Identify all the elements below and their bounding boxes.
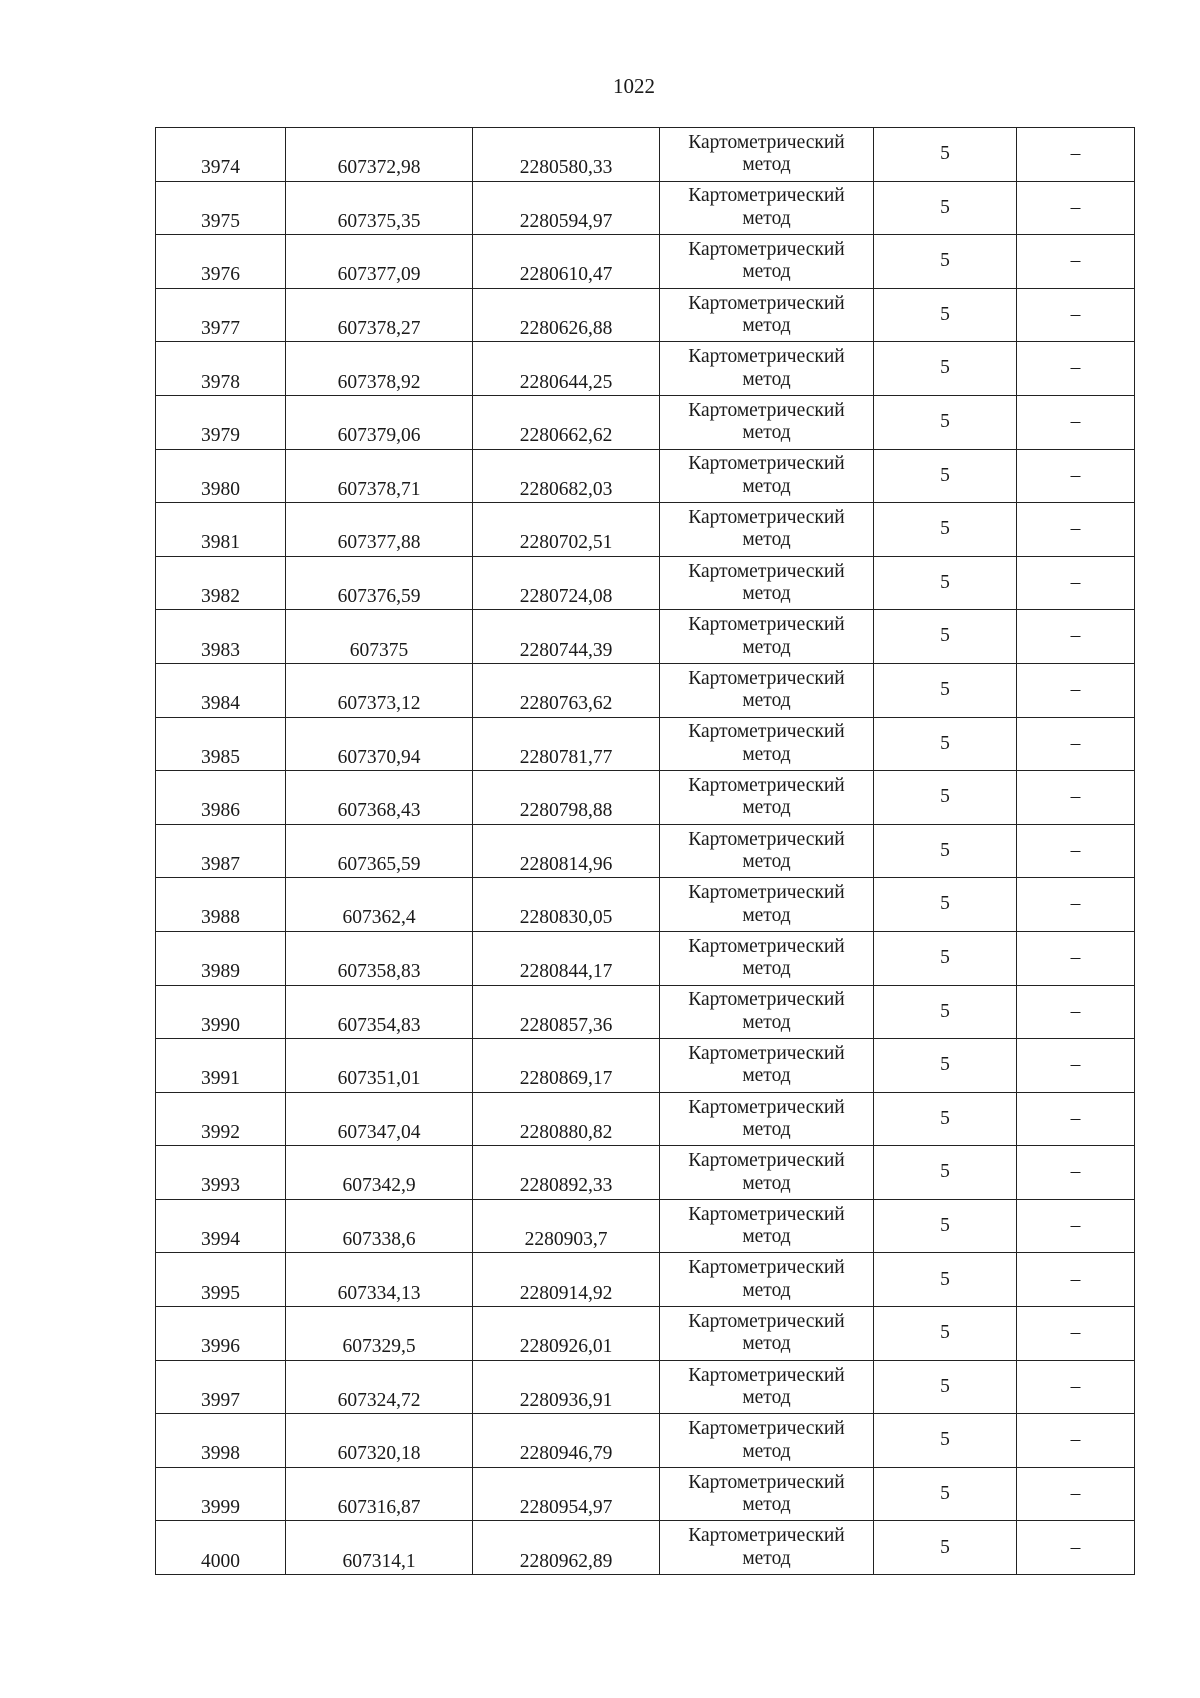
x-coordinate-cell: 607338,6 [286, 1199, 473, 1253]
y-coordinate-cell: 2280702,51 [473, 503, 660, 557]
method-cell [660, 449, 874, 503]
table-row [156, 610, 1135, 664]
method-line-1: Картометрический [688, 667, 845, 689]
x-coordinate-cell: 607368,43 [286, 771, 473, 825]
method-line-2: метод [742, 1011, 791, 1033]
method-cell [660, 1467, 874, 1521]
method-line-2: метод [742, 636, 791, 658]
method-cell [660, 235, 874, 289]
method-line-1: Картометрический [688, 935, 845, 957]
accuracy-cell: 5 [874, 931, 1017, 985]
point-number-cell: 3974 [156, 128, 286, 182]
method-line-2: метод [742, 1440, 791, 1462]
point-number-cell: 3999 [156, 1467, 286, 1521]
accuracy-cell: 5 [874, 878, 1017, 932]
note-cell: – [1017, 342, 1135, 396]
point-number-cell: 3989 [156, 931, 286, 985]
method-cell [660, 771, 874, 825]
y-coordinate-cell: 2280781,77 [473, 717, 660, 771]
note-cell: – [1017, 931, 1135, 985]
note-cell: – [1017, 1092, 1135, 1146]
method-line-1: Картометрический [688, 1257, 845, 1279]
method-line-1: Картометрический [688, 399, 845, 421]
table-row [156, 1467, 1135, 1521]
method-cell [660, 1414, 874, 1468]
note-cell: – [1017, 878, 1135, 932]
point-number-cell: 3975 [156, 181, 286, 235]
x-coordinate-cell: 607354,83 [286, 985, 473, 1039]
note-cell: – [1017, 824, 1135, 878]
x-coordinate-cell: 607370,94 [286, 717, 473, 771]
method-line-2: метод [742, 690, 791, 712]
x-coordinate-cell: 607316,87 [286, 1467, 473, 1521]
note-cell: – [1017, 235, 1135, 289]
method-line-1: Картометрический [688, 828, 845, 850]
note-cell: – [1017, 1307, 1135, 1361]
point-number-cell: 3984 [156, 663, 286, 717]
accuracy-cell: 5 [874, 1146, 1017, 1200]
method-line-2: метод [742, 1386, 791, 1408]
point-number-cell: 3982 [156, 556, 286, 610]
method-line-2: метод [742, 422, 791, 444]
method-cell [660, 1253, 874, 1307]
note-cell: – [1017, 1253, 1135, 1307]
method-line-2: метод [742, 1118, 791, 1140]
method-line-1: Картометрический [688, 721, 845, 743]
method-cell [660, 1307, 874, 1361]
accuracy-cell: 5 [874, 1307, 1017, 1361]
note-cell: – [1017, 503, 1135, 557]
table-row [156, 1039, 1135, 1093]
method-line-1: Картометрический [688, 292, 845, 314]
method-line-2: метод [742, 904, 791, 926]
point-number-cell: 3993 [156, 1146, 286, 1200]
method-line-2: метод [742, 1333, 791, 1355]
y-coordinate-cell: 2280662,62 [473, 395, 660, 449]
point-number-cell: 3979 [156, 395, 286, 449]
accuracy-cell: 5 [874, 449, 1017, 503]
coordinates-table-body [156, 128, 1135, 1575]
point-number-cell: 3986 [156, 771, 286, 825]
method-line-1: Картометрический [688, 185, 845, 207]
method-line-1: Картометрический [688, 1418, 845, 1440]
table-row [156, 663, 1135, 717]
point-number-cell: 3978 [156, 342, 286, 396]
x-coordinate-cell: 607351,01 [286, 1039, 473, 1093]
accuracy-cell: 5 [874, 985, 1017, 1039]
x-coordinate-cell: 607373,12 [286, 663, 473, 717]
note-cell: – [1017, 1199, 1135, 1253]
x-coordinate-cell: 607377,09 [286, 235, 473, 289]
x-coordinate-cell: 607365,59 [286, 824, 473, 878]
y-coordinate-cell: 2280880,82 [473, 1092, 660, 1146]
table-row [156, 1199, 1135, 1253]
x-coordinate-cell: 607334,13 [286, 1253, 473, 1307]
method-line-1: Картометрический [688, 560, 845, 582]
x-coordinate-cell: 607342,9 [286, 1146, 473, 1200]
accuracy-cell: 5 [874, 128, 1017, 182]
y-coordinate-cell: 2280580,33 [473, 128, 660, 182]
method-line-1: Картометрический [688, 1310, 845, 1332]
note-cell: – [1017, 288, 1135, 342]
note-cell: – [1017, 556, 1135, 610]
point-number-cell: 3988 [156, 878, 286, 932]
y-coordinate-cell: 2280763,62 [473, 663, 660, 717]
method-line-1: Картометрический [688, 1042, 845, 1064]
table-row [156, 717, 1135, 771]
table-row [156, 1146, 1135, 1200]
x-coordinate-cell: 607358,83 [286, 931, 473, 985]
method-line-2: метод [742, 368, 791, 390]
method-line-2: метод [742, 851, 791, 873]
point-number-cell: 3983 [156, 610, 286, 664]
accuracy-cell: 5 [874, 1092, 1017, 1146]
accuracy-cell: 5 [874, 824, 1017, 878]
table-row [156, 503, 1135, 557]
x-coordinate-cell: 607372,98 [286, 128, 473, 182]
x-coordinate-cell: 607362,4 [286, 878, 473, 932]
accuracy-cell: 5 [874, 663, 1017, 717]
x-coordinate-cell: 607377,88 [286, 503, 473, 557]
y-coordinate-cell: 2280857,36 [473, 985, 660, 1039]
point-number-cell: 3995 [156, 1253, 286, 1307]
method-line-1: Картометрический [688, 131, 845, 153]
accuracy-cell: 5 [874, 1199, 1017, 1253]
method-cell [660, 1521, 874, 1575]
accuracy-cell: 5 [874, 288, 1017, 342]
method-cell [660, 717, 874, 771]
x-coordinate-cell: 607347,04 [286, 1092, 473, 1146]
table-row [156, 342, 1135, 396]
method-line-1: Картометрический [688, 1150, 845, 1172]
note-cell: – [1017, 985, 1135, 1039]
table-row [156, 985, 1135, 1039]
method-cell [660, 1146, 874, 1200]
point-number-cell: 3991 [156, 1039, 286, 1093]
y-coordinate-cell: 2280892,33 [473, 1146, 660, 1200]
point-number-cell: 3992 [156, 1092, 286, 1146]
table-row [156, 931, 1135, 985]
y-coordinate-cell: 2280724,08 [473, 556, 660, 610]
note-cell: – [1017, 771, 1135, 825]
point-number-cell: 3994 [156, 1199, 286, 1253]
y-coordinate-cell: 2280814,96 [473, 824, 660, 878]
accuracy-cell: 5 [874, 1039, 1017, 1093]
accuracy-cell: 5 [874, 342, 1017, 396]
note-cell: – [1017, 395, 1135, 449]
x-coordinate-cell: 607320,18 [286, 1414, 473, 1468]
accuracy-cell: 5 [874, 556, 1017, 610]
point-number-cell: 3997 [156, 1360, 286, 1414]
method-line-1: Картометрический [688, 346, 845, 368]
note-cell: – [1017, 1467, 1135, 1521]
x-coordinate-cell: 607379,06 [286, 395, 473, 449]
method-line-1: Картометрический [688, 507, 845, 529]
y-coordinate-cell: 2280936,91 [473, 1360, 660, 1414]
method-line-2: метод [742, 1065, 791, 1087]
table-row [156, 771, 1135, 825]
method-cell [660, 1199, 874, 1253]
method-line-2: метод [742, 315, 791, 337]
point-number-cell: 3980 [156, 449, 286, 503]
point-number-cell: 3990 [156, 985, 286, 1039]
method-cell [660, 878, 874, 932]
accuracy-cell: 5 [874, 610, 1017, 664]
note-cell: – [1017, 181, 1135, 235]
method-line-2: метод [742, 797, 791, 819]
point-number-cell: 3998 [156, 1414, 286, 1468]
method-cell [660, 128, 874, 182]
method-line-2: метод [742, 475, 791, 497]
accuracy-cell: 5 [874, 235, 1017, 289]
method-cell [660, 931, 874, 985]
accuracy-cell: 5 [874, 503, 1017, 557]
method-line-1: Картометрический [688, 989, 845, 1011]
y-coordinate-cell: 2280914,92 [473, 1253, 660, 1307]
page-number: 1022 [613, 74, 655, 98]
x-coordinate-cell: 607376,59 [286, 556, 473, 610]
method-line-2: метод [742, 1547, 791, 1569]
coordinates-table [155, 127, 1135, 1575]
table-row [156, 1360, 1135, 1414]
y-coordinate-cell: 2280644,25 [473, 342, 660, 396]
y-coordinate-cell: 2280626,88 [473, 288, 660, 342]
method-line-2: метод [742, 583, 791, 605]
x-coordinate-cell: 607378,92 [286, 342, 473, 396]
note-cell: – [1017, 128, 1135, 182]
x-coordinate-cell: 607314,1 [286, 1521, 473, 1575]
x-coordinate-cell: 607375 [286, 610, 473, 664]
x-coordinate-cell: 607378,27 [286, 288, 473, 342]
method-line-2: метод [742, 1279, 791, 1301]
method-cell [660, 395, 874, 449]
method-cell [660, 1092, 874, 1146]
point-number-cell: 4000 [156, 1521, 286, 1575]
method-cell [660, 342, 874, 396]
table-row [156, 878, 1135, 932]
accuracy-cell: 5 [874, 181, 1017, 235]
method-line-2: метод [742, 1172, 791, 1194]
y-coordinate-cell: 2280682,03 [473, 449, 660, 503]
table-row [156, 1253, 1135, 1307]
accuracy-cell: 5 [874, 1521, 1017, 1575]
table-row [156, 288, 1135, 342]
method-cell [660, 824, 874, 878]
note-cell: – [1017, 1039, 1135, 1093]
table-row [156, 395, 1135, 449]
method-cell [660, 663, 874, 717]
x-coordinate-cell: 607329,5 [286, 1307, 473, 1361]
table-row [156, 449, 1135, 503]
method-cell [660, 288, 874, 342]
accuracy-cell: 5 [874, 771, 1017, 825]
method-line-2: метод [742, 529, 791, 551]
y-coordinate-cell: 2280869,17 [473, 1039, 660, 1093]
table-row [156, 1414, 1135, 1468]
note-cell: – [1017, 449, 1135, 503]
x-coordinate-cell: 607378,71 [286, 449, 473, 503]
y-coordinate-cell: 2280830,05 [473, 878, 660, 932]
point-number-cell: 3985 [156, 717, 286, 771]
method-line-1: Картометрический [688, 1096, 845, 1118]
method-line-1: Картометрический [688, 453, 845, 475]
y-coordinate-cell: 2280946,79 [473, 1414, 660, 1468]
note-cell: – [1017, 1521, 1135, 1575]
method-line-1: Картометрический [688, 882, 845, 904]
note-cell: – [1017, 1146, 1135, 1200]
table-row [156, 824, 1135, 878]
table-row [156, 1521, 1135, 1575]
y-coordinate-cell: 2280844,17 [473, 931, 660, 985]
method-line-2: метод [742, 261, 791, 283]
table-row [156, 1307, 1135, 1361]
y-coordinate-cell: 2280954,97 [473, 1467, 660, 1521]
method-line-2: метод [742, 207, 791, 229]
method-cell [660, 610, 874, 664]
method-line-1: Картометрический [688, 1471, 845, 1493]
note-cell: – [1017, 1414, 1135, 1468]
table-row [156, 181, 1135, 235]
method-cell [660, 181, 874, 235]
x-coordinate-cell: 607324,72 [286, 1360, 473, 1414]
method-line-2: метод [742, 154, 791, 176]
point-number-cell: 3981 [156, 503, 286, 557]
method-cell [660, 1039, 874, 1093]
method-cell [660, 556, 874, 610]
accuracy-cell: 5 [874, 1360, 1017, 1414]
table-row [156, 235, 1135, 289]
note-cell: – [1017, 663, 1135, 717]
y-coordinate-cell: 2280962,89 [473, 1521, 660, 1575]
y-coordinate-cell: 2280926,01 [473, 1307, 660, 1361]
note-cell: – [1017, 717, 1135, 771]
point-number-cell: 3976 [156, 235, 286, 289]
note-cell: – [1017, 610, 1135, 664]
point-number-cell: 3977 [156, 288, 286, 342]
table-row [156, 556, 1135, 610]
method-cell [660, 1360, 874, 1414]
point-number-cell: 3987 [156, 824, 286, 878]
method-cell [660, 985, 874, 1039]
method-line-1: Картометрический [688, 1364, 845, 1386]
method-line-2: метод [742, 958, 791, 980]
method-line-2: метод [742, 743, 791, 765]
accuracy-cell: 5 [874, 1414, 1017, 1468]
y-coordinate-cell: 2280610,47 [473, 235, 660, 289]
table-row [156, 1092, 1135, 1146]
method-line-1: Картометрический [688, 614, 845, 636]
accuracy-cell: 5 [874, 1253, 1017, 1307]
method-line-1: Картометрический [688, 1525, 845, 1547]
x-coordinate-cell: 607375,35 [286, 181, 473, 235]
method-line-1: Картометрический [688, 1203, 845, 1225]
method-line-2: метод [742, 1494, 791, 1516]
accuracy-cell: 5 [874, 395, 1017, 449]
point-number-cell: 3996 [156, 1307, 286, 1361]
y-coordinate-cell: 2280798,88 [473, 771, 660, 825]
table-row [156, 128, 1135, 182]
accuracy-cell: 5 [874, 1467, 1017, 1521]
note-cell: – [1017, 1360, 1135, 1414]
y-coordinate-cell: 2280594,97 [473, 181, 660, 235]
method-cell [660, 503, 874, 557]
y-coordinate-cell: 2280903,7 [473, 1199, 660, 1253]
method-line-1: Картометрический [688, 239, 845, 261]
y-coordinate-cell: 2280744,39 [473, 610, 660, 664]
method-line-2: метод [742, 1226, 791, 1248]
accuracy-cell: 5 [874, 717, 1017, 771]
method-line-1: Картометрический [688, 775, 845, 796]
